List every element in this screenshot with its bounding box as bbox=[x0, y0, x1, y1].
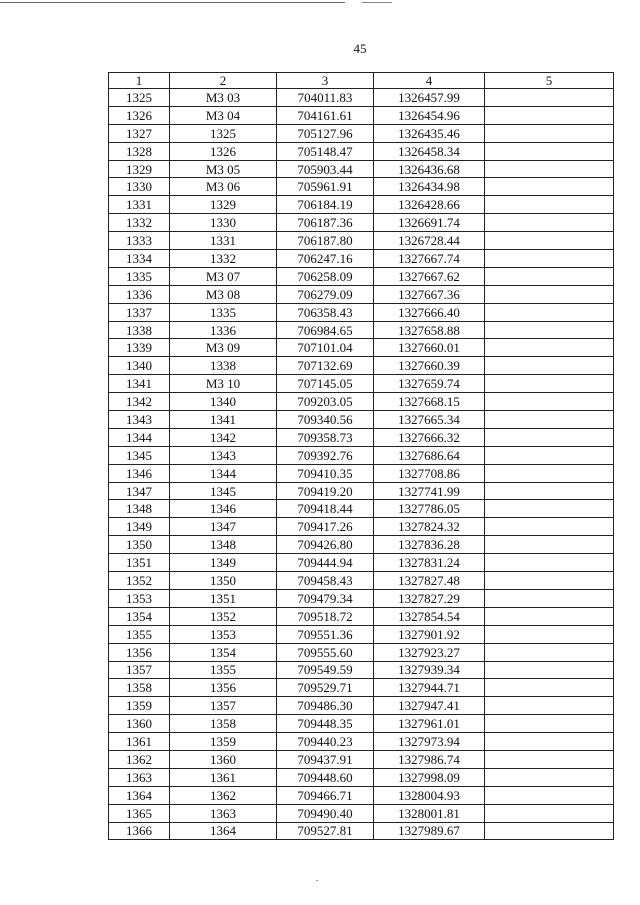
y-coordinate-cell: 1326457.99 bbox=[374, 89, 485, 107]
point-number-cell: 1343 bbox=[109, 411, 170, 429]
notes-cell bbox=[485, 411, 614, 429]
point-number-cell: 1340 bbox=[109, 357, 170, 375]
x-coordinate-cell: 707145.05 bbox=[277, 375, 374, 393]
reference-cell: 1353 bbox=[170, 625, 277, 643]
point-number-cell: 1333 bbox=[109, 232, 170, 250]
point-number-cell: 1353 bbox=[109, 589, 170, 607]
point-number-cell: 1366 bbox=[109, 822, 170, 840]
point-number-cell: 1328 bbox=[109, 142, 170, 160]
y-coordinate-cell: 1327973.94 bbox=[374, 733, 485, 751]
y-coordinate-cell: 1328004.93 bbox=[374, 786, 485, 804]
notes-cell bbox=[485, 589, 614, 607]
notes-cell bbox=[485, 536, 614, 554]
column-header-4: 4 bbox=[374, 73, 485, 89]
notes-cell bbox=[485, 250, 614, 268]
x-coordinate-cell: 709555.60 bbox=[277, 643, 374, 661]
table-row bbox=[109, 607, 614, 625]
notes-cell bbox=[485, 178, 614, 196]
table-row bbox=[109, 661, 614, 679]
notes-cell bbox=[485, 375, 614, 393]
reference-cell: 1359 bbox=[170, 733, 277, 751]
point-number-cell: 1360 bbox=[109, 715, 170, 733]
notes-cell bbox=[485, 554, 614, 572]
point-number-cell: 1356 bbox=[109, 643, 170, 661]
notes-cell bbox=[485, 625, 614, 643]
coordinates-table bbox=[108, 72, 614, 840]
table-row bbox=[109, 536, 614, 554]
notes-cell bbox=[485, 106, 614, 124]
y-coordinate-cell: 1327667.74 bbox=[374, 250, 485, 268]
point-number-cell: 1326 bbox=[109, 106, 170, 124]
x-coordinate-cell: 704161.61 bbox=[277, 106, 374, 124]
x-coordinate-cell: 709203.05 bbox=[277, 393, 374, 411]
point-number-cell: 1325 bbox=[109, 89, 170, 107]
notes-cell bbox=[485, 303, 614, 321]
x-coordinate-cell: 709518.72 bbox=[277, 607, 374, 625]
table-row bbox=[109, 285, 614, 303]
reference-cell: 1338 bbox=[170, 357, 277, 375]
x-coordinate-cell: 709549.59 bbox=[277, 661, 374, 679]
reference-cell: М3 05 bbox=[170, 160, 277, 178]
notes-cell bbox=[485, 267, 614, 285]
notes-cell bbox=[485, 750, 614, 768]
table-row bbox=[109, 625, 614, 643]
notes-cell bbox=[485, 607, 614, 625]
x-coordinate-cell: 706358.43 bbox=[277, 303, 374, 321]
table-row bbox=[109, 768, 614, 786]
table-row bbox=[109, 715, 614, 733]
reference-cell: 1346 bbox=[170, 500, 277, 518]
y-coordinate-cell: 1327947.41 bbox=[374, 697, 485, 715]
reference-cell: 1351 bbox=[170, 589, 277, 607]
point-number-cell: 1329 bbox=[109, 160, 170, 178]
x-coordinate-cell: 709392.76 bbox=[277, 446, 374, 464]
table-row bbox=[109, 464, 614, 482]
notes-cell bbox=[485, 142, 614, 160]
notes-cell bbox=[485, 697, 614, 715]
reference-cell: 1349 bbox=[170, 554, 277, 572]
notes-cell bbox=[485, 572, 614, 590]
y-coordinate-cell: 1327660.01 bbox=[374, 339, 485, 357]
table-row bbox=[109, 89, 614, 107]
table-row bbox=[109, 267, 614, 285]
notes-cell bbox=[485, 160, 614, 178]
reference-cell: 1330 bbox=[170, 214, 277, 232]
notes-cell bbox=[485, 464, 614, 482]
page-number: 45 bbox=[353, 41, 367, 56]
y-coordinate-cell: 1326428.66 bbox=[374, 196, 485, 214]
table-row bbox=[109, 411, 614, 429]
y-coordinate-cell: 1327824.32 bbox=[374, 518, 485, 536]
table-row bbox=[109, 232, 614, 250]
table-row bbox=[109, 750, 614, 768]
point-number-cell: 1358 bbox=[109, 679, 170, 697]
table-row bbox=[109, 124, 614, 142]
table-row bbox=[109, 142, 614, 160]
y-coordinate-cell: 1327659.74 bbox=[374, 375, 485, 393]
table-row bbox=[109, 339, 614, 357]
point-number-cell: 1354 bbox=[109, 607, 170, 625]
column-header-3: 3 bbox=[277, 73, 374, 89]
point-number-cell: 1339 bbox=[109, 339, 170, 357]
y-coordinate-cell: 1327944.71 bbox=[374, 679, 485, 697]
table-row bbox=[109, 303, 614, 321]
notes-cell bbox=[485, 715, 614, 733]
table-row bbox=[109, 428, 614, 446]
point-number-cell: 1348 bbox=[109, 500, 170, 518]
y-coordinate-cell: 1327665.34 bbox=[374, 411, 485, 429]
x-coordinate-cell: 709527.81 bbox=[277, 822, 374, 840]
reference-cell: 1360 bbox=[170, 750, 277, 768]
point-number-cell: 1346 bbox=[109, 464, 170, 482]
reference-cell: 1355 bbox=[170, 661, 277, 679]
point-number-cell: 1351 bbox=[109, 554, 170, 572]
notes-cell bbox=[485, 393, 614, 411]
notes-cell bbox=[485, 804, 614, 822]
x-coordinate-cell: 706984.65 bbox=[277, 321, 374, 339]
table-row bbox=[109, 643, 614, 661]
table-row bbox=[109, 393, 614, 411]
y-coordinate-cell: 1326436.68 bbox=[374, 160, 485, 178]
notes-cell bbox=[485, 822, 614, 840]
point-number-cell: 1363 bbox=[109, 768, 170, 786]
point-number-cell: 1337 bbox=[109, 303, 170, 321]
table-header-row bbox=[109, 73, 614, 89]
reference-cell: М3 06 bbox=[170, 178, 277, 196]
notes-cell bbox=[485, 768, 614, 786]
reference-cell: 1342 bbox=[170, 428, 277, 446]
y-coordinate-cell: 1327667.36 bbox=[374, 285, 485, 303]
notes-cell bbox=[485, 214, 614, 232]
x-coordinate-cell: 707101.04 bbox=[277, 339, 374, 357]
point-number-cell: 1357 bbox=[109, 661, 170, 679]
reference-cell: 1352 bbox=[170, 607, 277, 625]
notes-cell bbox=[485, 733, 614, 751]
x-coordinate-cell: 706247.16 bbox=[277, 250, 374, 268]
point-number-cell: 1349 bbox=[109, 518, 170, 536]
notes-cell bbox=[485, 428, 614, 446]
table-row bbox=[109, 554, 614, 572]
y-coordinate-cell: 1327923.27 bbox=[374, 643, 485, 661]
y-coordinate-cell: 1327901.92 bbox=[374, 625, 485, 643]
point-number-cell: 1335 bbox=[109, 267, 170, 285]
point-number-cell: 1355 bbox=[109, 625, 170, 643]
x-coordinate-cell: 709486.30 bbox=[277, 697, 374, 715]
reference-cell: 1335 bbox=[170, 303, 277, 321]
y-coordinate-cell: 1327741.99 bbox=[374, 482, 485, 500]
reference-cell: 1325 bbox=[170, 124, 277, 142]
y-coordinate-cell: 1327708.86 bbox=[374, 464, 485, 482]
notes-cell bbox=[485, 679, 614, 697]
notes-cell bbox=[485, 446, 614, 464]
reference-cell: 1354 bbox=[170, 643, 277, 661]
reference-cell: 1336 bbox=[170, 321, 277, 339]
y-coordinate-cell: 1327667.62 bbox=[374, 267, 485, 285]
y-coordinate-cell: 1327986.74 bbox=[374, 750, 485, 768]
y-coordinate-cell: 1327658.88 bbox=[374, 321, 485, 339]
y-coordinate-cell: 1327786.05 bbox=[374, 500, 485, 518]
y-coordinate-cell: 1327998.09 bbox=[374, 768, 485, 786]
x-coordinate-cell: 709426.80 bbox=[277, 536, 374, 554]
reference-cell: 1326 bbox=[170, 142, 277, 160]
reference-cell: М3 08 bbox=[170, 285, 277, 303]
table-row bbox=[109, 733, 614, 751]
notes-cell bbox=[485, 661, 614, 679]
table-row bbox=[109, 321, 614, 339]
y-coordinate-cell: 1327961.01 bbox=[374, 715, 485, 733]
reference-cell: 1329 bbox=[170, 196, 277, 214]
y-coordinate-cell: 1327831.24 bbox=[374, 554, 485, 572]
y-coordinate-cell: 1326458.34 bbox=[374, 142, 485, 160]
x-coordinate-cell: 706279.09 bbox=[277, 285, 374, 303]
y-coordinate-cell: 1327836.28 bbox=[374, 536, 485, 554]
table-row bbox=[109, 804, 614, 822]
reference-cell: М3 09 bbox=[170, 339, 277, 357]
notes-cell bbox=[485, 786, 614, 804]
table-row bbox=[109, 106, 614, 124]
reference-cell: 1344 bbox=[170, 464, 277, 482]
reference-cell: 1361 bbox=[170, 768, 277, 786]
reference-cell: М3 04 bbox=[170, 106, 277, 124]
y-coordinate-cell: 1326454.96 bbox=[374, 106, 485, 124]
reference-cell: М3 07 bbox=[170, 267, 277, 285]
table-row bbox=[109, 375, 614, 393]
point-number-cell: 1331 bbox=[109, 196, 170, 214]
x-coordinate-cell: 709529.71 bbox=[277, 679, 374, 697]
point-number-cell: 1342 bbox=[109, 393, 170, 411]
x-coordinate-cell: 709466.71 bbox=[277, 786, 374, 804]
x-coordinate-cell: 705148.47 bbox=[277, 142, 374, 160]
x-coordinate-cell: 709490.40 bbox=[277, 804, 374, 822]
table-row bbox=[109, 196, 614, 214]
y-coordinate-cell: 1327686.64 bbox=[374, 446, 485, 464]
x-coordinate-cell: 709437.91 bbox=[277, 750, 374, 768]
y-coordinate-cell: 1327989.67 bbox=[374, 822, 485, 840]
x-coordinate-cell: 705903.44 bbox=[277, 160, 374, 178]
point-number-cell: 1330 bbox=[109, 178, 170, 196]
table-row bbox=[109, 446, 614, 464]
point-number-cell: 1359 bbox=[109, 697, 170, 715]
notes-cell bbox=[485, 321, 614, 339]
y-coordinate-cell: 1327666.32 bbox=[374, 428, 485, 446]
reference-cell: 1350 bbox=[170, 572, 277, 590]
x-coordinate-cell: 709448.60 bbox=[277, 768, 374, 786]
x-coordinate-cell: 709479.34 bbox=[277, 589, 374, 607]
reference-cell: М3 03 bbox=[170, 89, 277, 107]
notes-cell bbox=[485, 232, 614, 250]
reference-cell: 1358 bbox=[170, 715, 277, 733]
point-number-cell: 1350 bbox=[109, 536, 170, 554]
notes-cell bbox=[485, 643, 614, 661]
point-number-cell: 1336 bbox=[109, 285, 170, 303]
reference-cell: 1347 bbox=[170, 518, 277, 536]
table-row bbox=[109, 214, 614, 232]
reference-cell: 1356 bbox=[170, 679, 277, 697]
y-coordinate-cell: 1327939.34 bbox=[374, 661, 485, 679]
point-number-cell: 1344 bbox=[109, 428, 170, 446]
header-rule-short bbox=[362, 2, 392, 3]
y-coordinate-cell: 1327668.15 bbox=[374, 393, 485, 411]
x-coordinate-cell: 709340.56 bbox=[277, 411, 374, 429]
reference-cell: 1362 bbox=[170, 786, 277, 804]
reference-cell: 1341 bbox=[170, 411, 277, 429]
x-coordinate-cell: 709440.23 bbox=[277, 733, 374, 751]
notes-cell bbox=[485, 124, 614, 142]
x-coordinate-cell: 706258.09 bbox=[277, 267, 374, 285]
header-rule bbox=[0, 2, 345, 3]
reference-cell: М3 10 bbox=[170, 375, 277, 393]
y-coordinate-cell: 1326691.74 bbox=[374, 214, 485, 232]
table-row bbox=[109, 250, 614, 268]
x-coordinate-cell: 706187.36 bbox=[277, 214, 374, 232]
y-coordinate-cell: 1328001.81 bbox=[374, 804, 485, 822]
table-row bbox=[109, 518, 614, 536]
x-coordinate-cell: 709419.20 bbox=[277, 482, 374, 500]
x-coordinate-cell: 706187.80 bbox=[277, 232, 374, 250]
reference-cell: 1364 bbox=[170, 822, 277, 840]
x-coordinate-cell: 704011.83 bbox=[277, 89, 374, 107]
x-coordinate-cell: 707132.69 bbox=[277, 357, 374, 375]
notes-cell bbox=[485, 339, 614, 357]
x-coordinate-cell: 709448.35 bbox=[277, 715, 374, 733]
column-header-1: 1 bbox=[109, 73, 170, 89]
point-number-cell: 1352 bbox=[109, 572, 170, 590]
reference-cell: 1343 bbox=[170, 446, 277, 464]
reference-cell: 1345 bbox=[170, 482, 277, 500]
y-coordinate-cell: 1326434.98 bbox=[374, 178, 485, 196]
point-number-cell: 1347 bbox=[109, 482, 170, 500]
reference-cell: 1340 bbox=[170, 393, 277, 411]
table-row bbox=[109, 679, 614, 697]
column-header-5: 5 bbox=[485, 73, 614, 89]
y-coordinate-cell: 1327827.48 bbox=[374, 572, 485, 590]
reference-cell: 1348 bbox=[170, 536, 277, 554]
notes-cell bbox=[485, 518, 614, 536]
point-number-cell: 1334 bbox=[109, 250, 170, 268]
point-number-cell: 1365 bbox=[109, 804, 170, 822]
x-coordinate-cell: 705961.91 bbox=[277, 178, 374, 196]
notes-cell bbox=[485, 357, 614, 375]
x-coordinate-cell: 709358.73 bbox=[277, 428, 374, 446]
reference-cell: 1363 bbox=[170, 804, 277, 822]
x-coordinate-cell: 709418.44 bbox=[277, 500, 374, 518]
x-coordinate-cell: 709444.94 bbox=[277, 554, 374, 572]
y-coordinate-cell: 1327854.54 bbox=[374, 607, 485, 625]
x-coordinate-cell: 709410.35 bbox=[277, 464, 374, 482]
scan-mark bbox=[316, 880, 318, 881]
point-number-cell: 1362 bbox=[109, 750, 170, 768]
reference-cell: 1332 bbox=[170, 250, 277, 268]
x-coordinate-cell: 709458.43 bbox=[277, 572, 374, 590]
x-coordinate-cell: 706184.19 bbox=[277, 196, 374, 214]
x-coordinate-cell: 709417.26 bbox=[277, 518, 374, 536]
y-coordinate-cell: 1327666.40 bbox=[374, 303, 485, 321]
notes-cell bbox=[485, 89, 614, 107]
table-row bbox=[109, 500, 614, 518]
table-row bbox=[109, 178, 614, 196]
table-row bbox=[109, 822, 614, 840]
table-row bbox=[109, 357, 614, 375]
y-coordinate-cell: 1326728.44 bbox=[374, 232, 485, 250]
y-coordinate-cell: 1327827.29 bbox=[374, 589, 485, 607]
table-row bbox=[109, 482, 614, 500]
point-number-cell: 1361 bbox=[109, 733, 170, 751]
table-row bbox=[109, 572, 614, 590]
y-coordinate-cell: 1327660.39 bbox=[374, 357, 485, 375]
point-number-cell: 1341 bbox=[109, 375, 170, 393]
x-coordinate-cell: 705127.96 bbox=[277, 124, 374, 142]
point-number-cell: 1364 bbox=[109, 786, 170, 804]
table-row bbox=[109, 160, 614, 178]
reference-cell: 1331 bbox=[170, 232, 277, 250]
table-row bbox=[109, 589, 614, 607]
table-row bbox=[109, 697, 614, 715]
x-coordinate-cell: 709551.36 bbox=[277, 625, 374, 643]
notes-cell bbox=[485, 500, 614, 518]
notes-cell bbox=[485, 285, 614, 303]
table-row bbox=[109, 786, 614, 804]
column-header-2: 2 bbox=[170, 73, 277, 89]
notes-cell bbox=[485, 196, 614, 214]
notes-cell bbox=[485, 482, 614, 500]
point-number-cell: 1338 bbox=[109, 321, 170, 339]
y-coordinate-cell: 1326435.46 bbox=[374, 124, 485, 142]
point-number-cell: 1327 bbox=[109, 124, 170, 142]
point-number-cell: 1332 bbox=[109, 214, 170, 232]
point-number-cell: 1345 bbox=[109, 446, 170, 464]
table-body bbox=[109, 89, 614, 840]
reference-cell: 1357 bbox=[170, 697, 277, 715]
